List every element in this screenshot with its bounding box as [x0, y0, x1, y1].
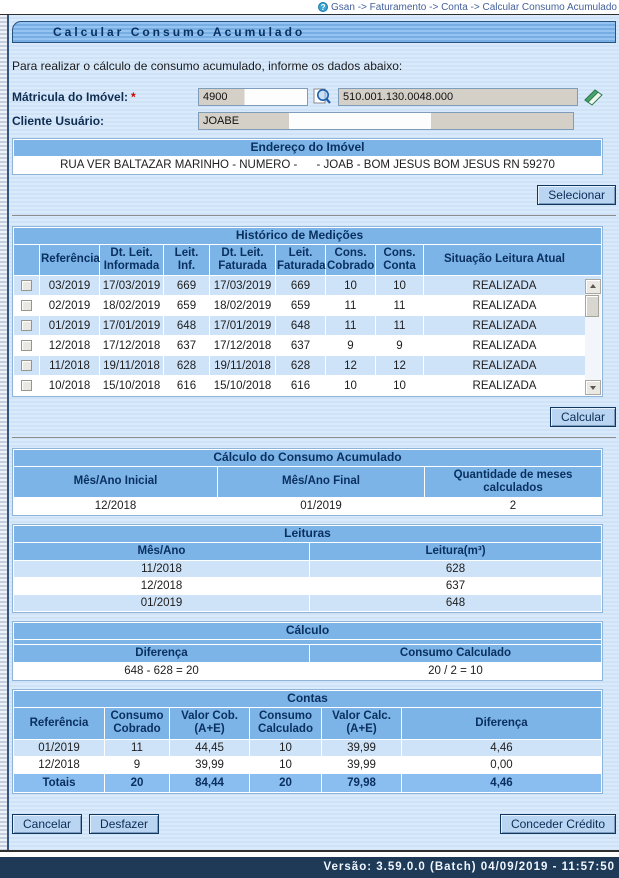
table-cell: REALIZADA: [424, 356, 601, 375]
table-cell: 11: [326, 316, 375, 335]
column-header: Diferença: [402, 708, 601, 738]
table-cell: 648 - 628 = 20: [14, 663, 309, 679]
table-cell: 15/10/2018: [100, 376, 163, 395]
table-cell: 669: [164, 276, 209, 295]
row-checkbox[interactable]: [21, 300, 32, 311]
separator: [12, 215, 616, 216]
scrollbar-thumb[interactable]: [585, 295, 599, 317]
table-cell: 9: [326, 336, 375, 355]
matricula-input[interactable]: [198, 88, 308, 106]
table-cell: 11/2018: [40, 356, 99, 375]
table-cell: 648: [310, 595, 601, 611]
leituras-title: Leituras: [14, 526, 601, 542]
table-cell: 17/03/2019: [210, 276, 275, 295]
table-row: [14, 336, 601, 355]
table-row: [14, 316, 601, 335]
table-cell: 20: [105, 774, 169, 792]
column-header: Cons. Conta: [376, 245, 423, 275]
cliente-input[interactable]: [198, 112, 574, 130]
contas-title: Contas: [14, 691, 601, 707]
column-header: Leitura(m³): [310, 543, 601, 560]
historico-header-row: [14, 245, 601, 275]
table-cell: 10: [326, 376, 375, 395]
table-cell: 20 / 2 = 10: [310, 663, 601, 679]
intro-text: Para realizar o cálculo de consumo acumulado, informe os dados abaixo:: [12, 59, 403, 73]
table-cell: 4,46: [402, 774, 601, 792]
column-header: Leit. Inf.: [164, 245, 209, 275]
table-cell: 79,98: [322, 774, 401, 792]
column-header: Dt. Leit. Informada: [100, 245, 163, 275]
table-cell: 616: [276, 376, 325, 395]
table-cell: 637: [164, 336, 209, 355]
table-row: [14, 296, 601, 315]
table-row: [14, 356, 601, 375]
column-header: Cons. Cobrado: [326, 245, 375, 275]
table-cell: 19/11/2018: [100, 356, 163, 375]
conceder-credito-button[interactable]: Conceder Crédito: [500, 814, 616, 834]
table-cell: 4,46: [402, 740, 601, 756]
contas-table: [12, 689, 603, 793]
table-cell: 11: [376, 316, 423, 335]
table-cell: 01/2019: [14, 595, 309, 611]
historico-table: [12, 226, 603, 397]
table-cell: 01/2019: [218, 498, 424, 514]
table-cell: 659: [164, 296, 209, 315]
table-cell: 669: [276, 276, 325, 295]
table-cell: 12: [376, 356, 423, 375]
spacer-row: [14, 640, 601, 644]
leituras-table: [12, 524, 603, 613]
table-cell: 15/10/2018: [210, 376, 275, 395]
table-row: [14, 561, 601, 577]
required-asterisk: *: [131, 90, 136, 104]
table-cell: 39,99: [170, 757, 249, 773]
table-cell: 9: [105, 757, 169, 773]
scrollbar-track[interactable]: [585, 294, 601, 380]
cliente-label: Cliente Usuário:: [12, 114, 105, 128]
table-cell: 10: [250, 757, 321, 773]
main-frame: [0, 14, 619, 852]
table-cell: 12/2018: [40, 336, 99, 355]
scroll-down-icon[interactable]: [585, 380, 601, 395]
row-select-cell: [14, 376, 39, 395]
table-cell: 616: [164, 376, 209, 395]
table-cell: 628: [276, 356, 325, 375]
column-header: Mês/Ano Final: [218, 467, 424, 497]
table-cell: 628: [310, 561, 601, 577]
column-header: Mês/Ano Inicial: [14, 467, 217, 497]
column-header: Consumo Calculado: [310, 645, 601, 662]
matricula-row: [12, 87, 619, 107]
table-cell: 10/2018: [40, 376, 99, 395]
eraser-icon[interactable]: [582, 87, 604, 107]
table-row: [14, 498, 601, 514]
cancelar-button[interactable]: Cancelar: [12, 814, 82, 834]
table-row: [14, 740, 601, 756]
table-cell: Totais: [14, 774, 104, 792]
table-row: [14, 595, 601, 611]
checkbox-column-header: [14, 245, 39, 275]
table-cell: 44,45: [170, 740, 249, 756]
table-cell: 648: [276, 316, 325, 335]
row-checkbox[interactable]: [21, 340, 32, 351]
table-row: [14, 276, 601, 295]
table-row: [14, 774, 601, 792]
endereco-header: Endereço do Imóvel: [14, 140, 601, 156]
endereco-table: [12, 138, 603, 175]
table-cell: 11: [376, 296, 423, 315]
column-header: Referência: [14, 708, 104, 738]
calculo-acumulado-table: [12, 448, 603, 516]
desfazer-button[interactable]: Desfazer: [89, 814, 159, 834]
table-row: [14, 663, 601, 679]
column-header: Valor Calc. (A+E): [322, 708, 401, 738]
table-cell: 10: [376, 276, 423, 295]
table-cell: 11/2018: [14, 561, 309, 577]
historico-title: Histórico de Medições: [14, 228, 601, 244]
footer-bar: [0, 857, 619, 878]
table-scrollbar[interactable]: [585, 279, 601, 395]
table-cell: 17/03/2019: [100, 276, 163, 295]
table-cell: 12: [326, 356, 375, 375]
row-select-cell: [14, 316, 39, 335]
row-checkbox[interactable]: [21, 280, 32, 291]
search-icon[interactable]: [312, 87, 332, 107]
table-cell: REALIZADA: [424, 296, 601, 315]
column-header: Valor Cob. (A+E): [170, 708, 249, 738]
separator: [12, 437, 616, 438]
table-row: [14, 757, 601, 773]
row-checkbox[interactable]: [21, 360, 32, 371]
table-cell: 20: [250, 774, 321, 792]
table-cell: 01/2019: [40, 316, 99, 335]
column-header: Quantidade de meses calculados: [425, 467, 601, 497]
calculo-title: Cálculo: [14, 623, 601, 639]
breadcrumb-text: Gsan -> Faturamento -> Conta -> Calcular Consumo Acumulado: [331, 1, 617, 13]
inscricao-input[interactable]: [338, 88, 578, 106]
column-header: Consumo Calculado: [250, 708, 321, 738]
table-cell: 637: [276, 336, 325, 355]
table-cell: 17/01/2019: [210, 316, 275, 335]
table-cell: 39,99: [322, 757, 401, 773]
table-cell: REALIZADA: [424, 316, 601, 335]
table-row: [14, 376, 601, 395]
row-checkbox[interactable]: [21, 320, 32, 331]
row-select-cell: [14, 276, 39, 295]
table-cell: 10: [326, 276, 375, 295]
table-cell: REALIZADA: [424, 336, 601, 355]
column-header: Leit. Faturada: [276, 245, 325, 275]
table-cell: 11: [326, 296, 375, 315]
table-cell: 637: [310, 578, 601, 594]
scroll-up-icon[interactable]: [585, 279, 601, 294]
row-select-cell: [14, 336, 39, 355]
table-cell: 18/02/2019: [100, 296, 163, 315]
table-cell: 12/2018: [14, 498, 217, 514]
row-checkbox[interactable]: [21, 380, 32, 391]
table-cell: 17/12/2018: [210, 336, 275, 355]
table-cell: 10: [250, 740, 321, 756]
table-cell: 659: [276, 296, 325, 315]
table-cell: 11: [105, 740, 169, 756]
column-header: Dt. Leit. Faturada: [210, 245, 275, 275]
left-gutter-decoration: [0, 15, 9, 850]
calculo-table: [12, 621, 603, 681]
endereco-value: RUA VER BALTAZAR MARINHO - NUMERO - - JOAB - BOM JESUS BOM JESUS RN 59270: [14, 157, 601, 173]
table-cell: 84,44: [170, 774, 249, 792]
page-title: Calcular Consumo Acumulado: [12, 21, 616, 43]
row-select-cell: [14, 356, 39, 375]
table-cell: 648: [164, 316, 209, 335]
table-cell: 39,99: [322, 740, 401, 756]
cliente-row: [12, 112, 619, 130]
calcular-button[interactable]: Calcular: [550, 407, 616, 427]
table-row: [14, 578, 601, 594]
table-cell: 9: [376, 336, 423, 355]
help-icon[interactable]: [318, 2, 328, 12]
table-cell: 12/2018: [14, 578, 309, 594]
table-cell: 03/2019: [40, 276, 99, 295]
table-cell: REALIZADA: [424, 376, 601, 395]
calculo-acumulado-title: Cálculo do Consumo Acumulado: [14, 450, 601, 466]
table-cell: 628: [164, 356, 209, 375]
table-cell: 17/01/2019: [100, 316, 163, 335]
column-header: Consumo Cobrado: [105, 708, 169, 738]
table-cell: 18/02/2019: [210, 296, 275, 315]
column-header: Referência: [40, 245, 99, 275]
table-cell: 01/2019: [14, 740, 104, 756]
matricula-label: Mátricula do Imóvel: *: [12, 90, 136, 104]
table-cell: 2: [425, 498, 601, 514]
breadcrumb: [0, 0, 619, 14]
table-cell: 10: [376, 376, 423, 395]
version-text: Versão: 3.59.0.0 (Batch) 04/09/2019 - 11:57:50: [323, 861, 615, 874]
selecionar-button[interactable]: Selecionar: [537, 185, 616, 205]
table-cell: REALIZADA: [424, 276, 601, 295]
table-cell: 17/12/2018: [100, 336, 163, 355]
actions-bar: [12, 814, 616, 834]
table-cell: 19/11/2018: [210, 356, 275, 375]
table-cell: 12/2018: [14, 757, 104, 773]
table-cell: 0,00: [402, 757, 601, 773]
table-cell: 02/2019: [40, 296, 99, 315]
column-header: Diferença: [14, 645, 309, 662]
column-header: Mês/Ano: [14, 543, 309, 560]
row-select-cell: [14, 296, 39, 315]
column-header: Situação Leitura Atual: [424, 245, 601, 275]
